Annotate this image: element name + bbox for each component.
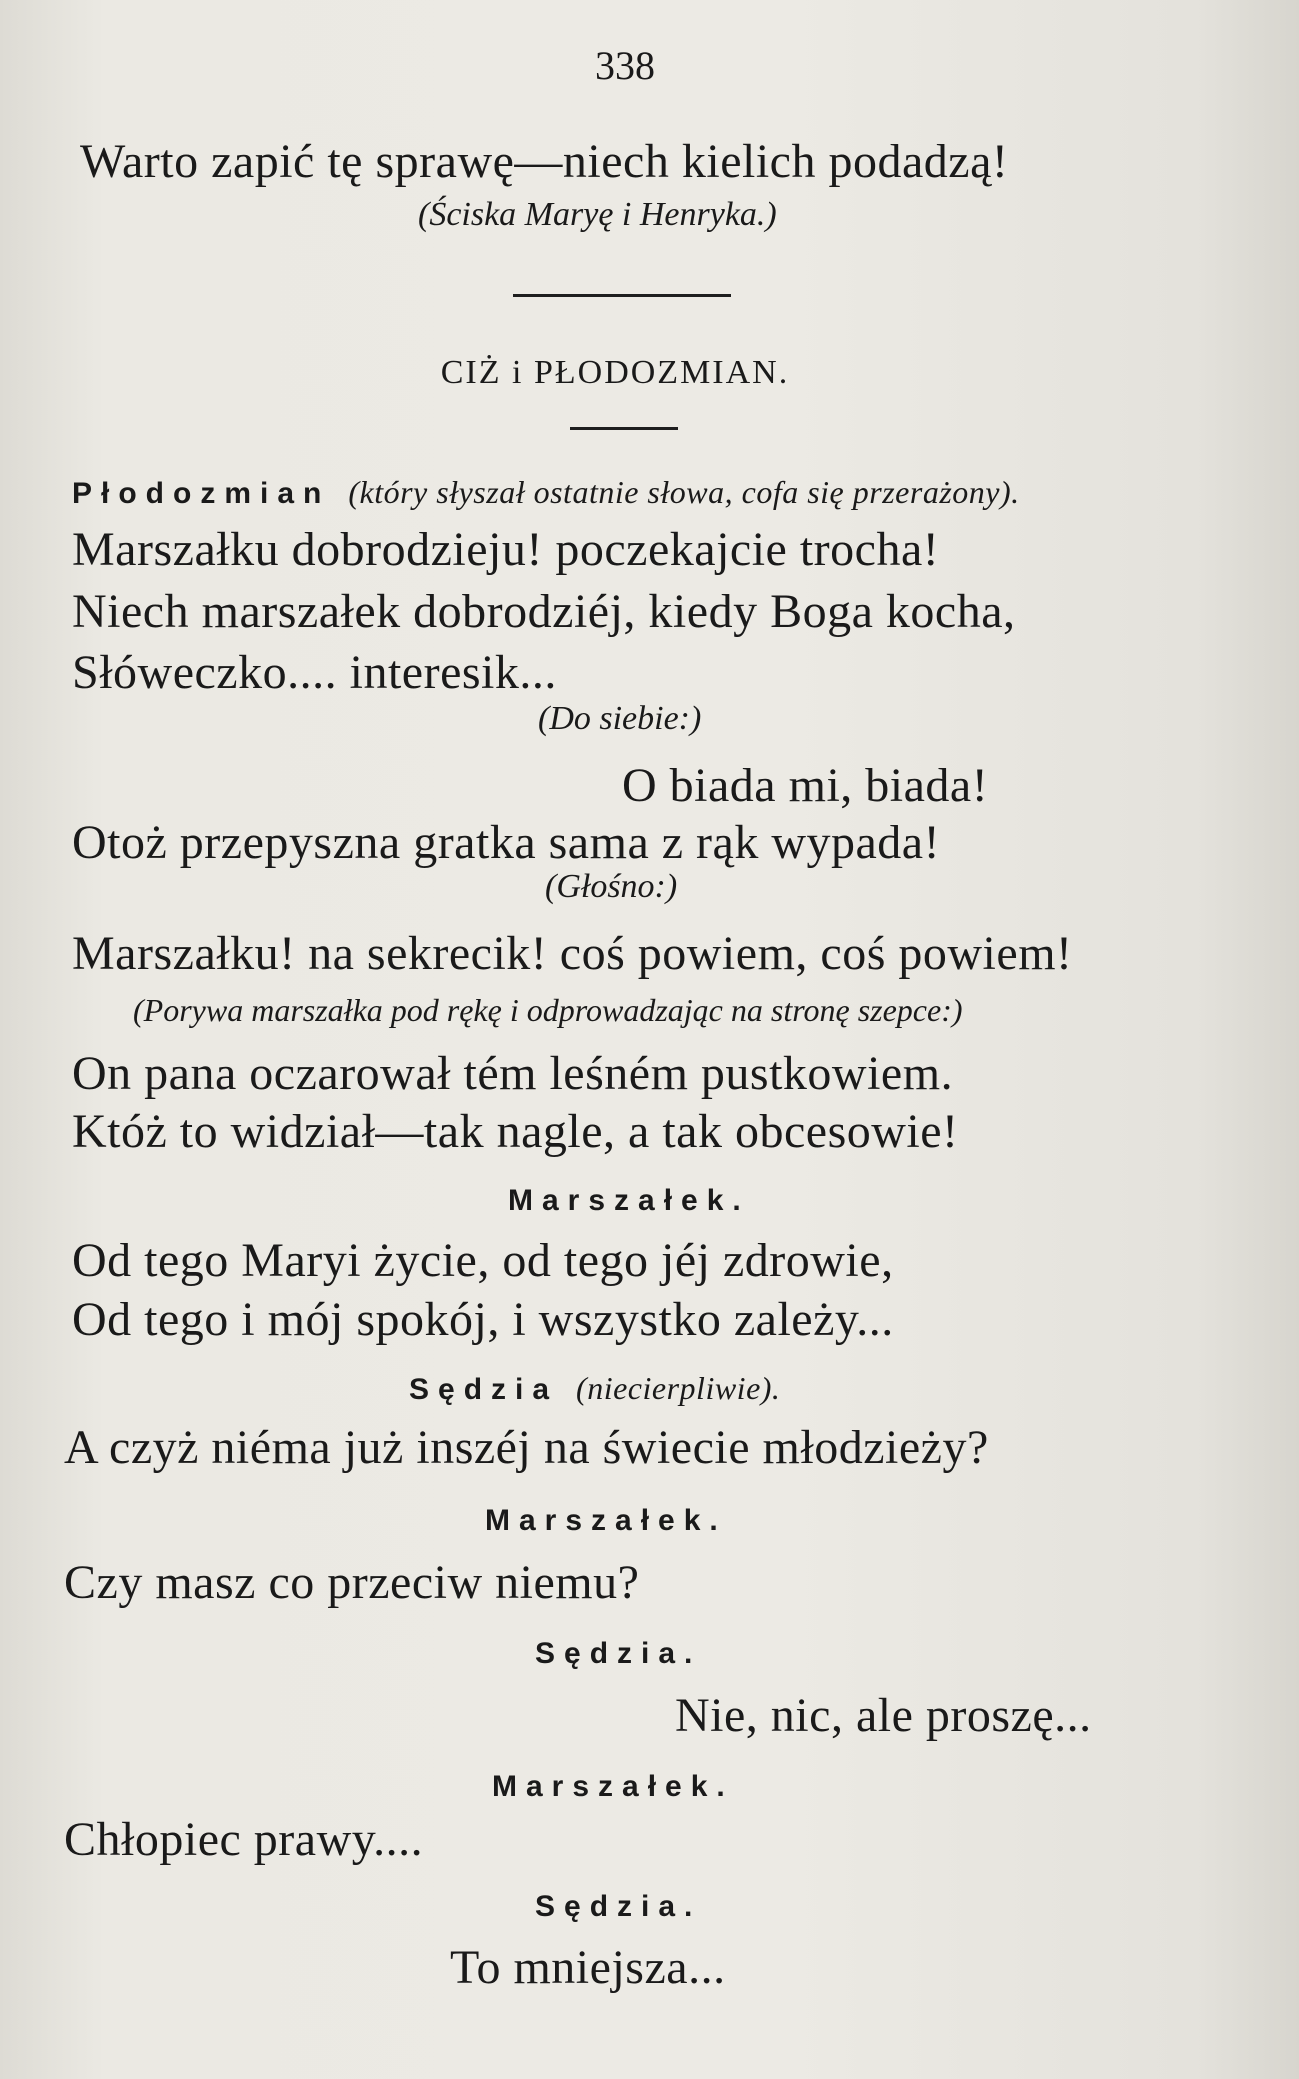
speaker-name: Marszałek. <box>508 1184 750 1217</box>
verse-line: Któż to widział—tak nagle, a tak obcesowie! <box>72 1105 959 1158</box>
speaker-stage-note: (który słyszał ostatnie słowa, cofa się przerażony). <box>348 474 1020 510</box>
verse-line: Niech marszałek dobrodziéj, kiedy Boga kocha, <box>72 585 1016 638</box>
verse-line: Od tego i mój spokój, i wszystko zależy... <box>72 1293 894 1346</box>
stage-direction: (Ściska Maryę i Henryka.) <box>418 196 777 233</box>
verse-line: Czy masz co przeciw niemu? <box>64 1556 640 1609</box>
verse-line: Marszałku dobrodzieju! poczekajcie trocha! <box>72 523 940 576</box>
verse-line: A czyż niéma już inszéj na świecie młodzieży? <box>64 1421 989 1474</box>
verse-line: Słóweczko.... interesik... <box>72 646 557 699</box>
verse-line: Od tego Maryi życie, od tego jéj zdrowie, <box>72 1234 894 1287</box>
speaker-name: Marszałek. <box>492 1770 734 1803</box>
verse-line: On pana oczarował tém leśném pustkowiem. <box>72 1047 954 1100</box>
verse-line: Warto zapić tę sprawę—niech kielich podadzą! <box>80 135 1009 188</box>
stage-direction: (Głośno:) <box>545 868 678 905</box>
speaker-name: Sędzia. <box>535 1637 702 1670</box>
divider-rule-short <box>570 427 678 430</box>
stage-direction: (Do siebie:) <box>538 700 702 737</box>
stage-direction: (Porywa marszałka pod rękę i odprowadzając na stronę szepce:) <box>133 992 963 1028</box>
speaker-name: Sędzia. <box>535 1890 702 1923</box>
verse-line: Marszałku! na sekrecik! coś powiem, coś powiem! <box>72 927 1073 980</box>
speaker-name: Płodozmian <box>72 477 331 510</box>
page-number: 338 <box>595 43 655 88</box>
speaker-name: Sędzia <box>409 1373 559 1406</box>
speaker-name: Marszałek. <box>485 1504 727 1537</box>
speaker-line-sedzia <box>409 1370 780 1407</box>
verse-line: Nie, nic, ale proszę... <box>675 1689 1092 1742</box>
speaker-stage-note: (niecierpliwie). <box>576 1370 781 1406</box>
speaker-line-plodozmian <box>72 474 1020 511</box>
verse-line: To mniejsza... <box>450 1941 726 1994</box>
scene-heading: CIŻ i PŁODOZMIAN. <box>440 354 790 391</box>
verse-line: Chłopiec prawy.... <box>64 1813 424 1866</box>
verse-line: O biada mi, biada! <box>622 759 989 812</box>
divider-rule <box>513 294 731 297</box>
verse-line: Otoż przepyszna gratka sama z rąk wypada! <box>72 816 941 869</box>
